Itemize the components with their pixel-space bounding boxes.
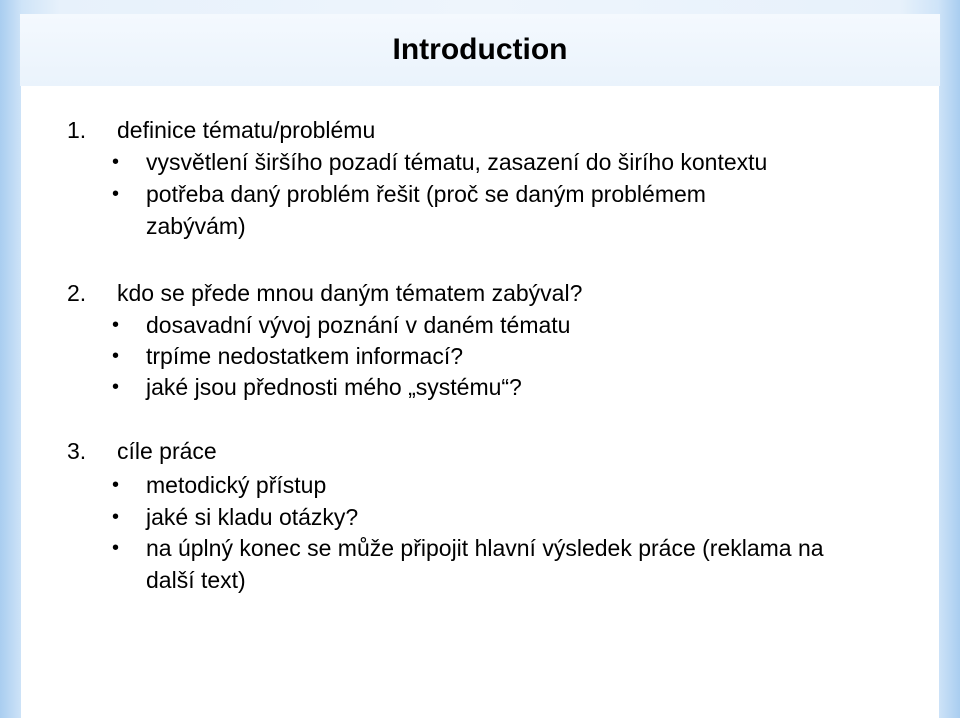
bullet-text: na úplný konec se může připojit hlavní výsledek práce (reklama na xyxy=(146,535,824,561)
bullet-icon: • xyxy=(112,376,120,398)
section-number: 2. xyxy=(67,280,87,306)
bullet-text: vysvětlení širšího pozadí tématu, zasazení do širího kontextu xyxy=(146,149,768,175)
section-heading: cíle práce xyxy=(117,438,217,464)
bullet-icon: • xyxy=(112,314,120,336)
bullet-icon: • xyxy=(112,151,120,173)
bullet-icon: • xyxy=(112,474,120,496)
bullet-text: jaké jsou přednosti mého „systému“? xyxy=(146,374,522,400)
section-heading: definice tématu/problému xyxy=(117,117,376,143)
bullet-text: trpíme nedostatkem informací? xyxy=(146,343,464,369)
bullet-icon: • xyxy=(112,345,120,367)
slide-title: Introduction xyxy=(392,33,568,66)
bullet-text: dosavadní vývoj poznání v daném tématu xyxy=(146,312,571,338)
section-number: 3. xyxy=(67,438,87,464)
section-number: 1. xyxy=(67,117,87,143)
bullet-text: metodický přístup xyxy=(146,472,327,498)
bullet-text: další text) xyxy=(146,567,246,593)
bullet-icon: • xyxy=(112,506,120,528)
bullet-text: potřeba daný problém řešit (proč se daným problémem xyxy=(146,181,706,207)
bullet-icon: • xyxy=(112,537,120,559)
bullet-text: zabývám) xyxy=(146,213,246,239)
section-heading: kdo se přede mnou daným tématem zabýval? xyxy=(117,280,583,306)
bullet-text: jaké si kladu otázky? xyxy=(146,504,359,530)
bullet-icon: • xyxy=(112,183,120,205)
